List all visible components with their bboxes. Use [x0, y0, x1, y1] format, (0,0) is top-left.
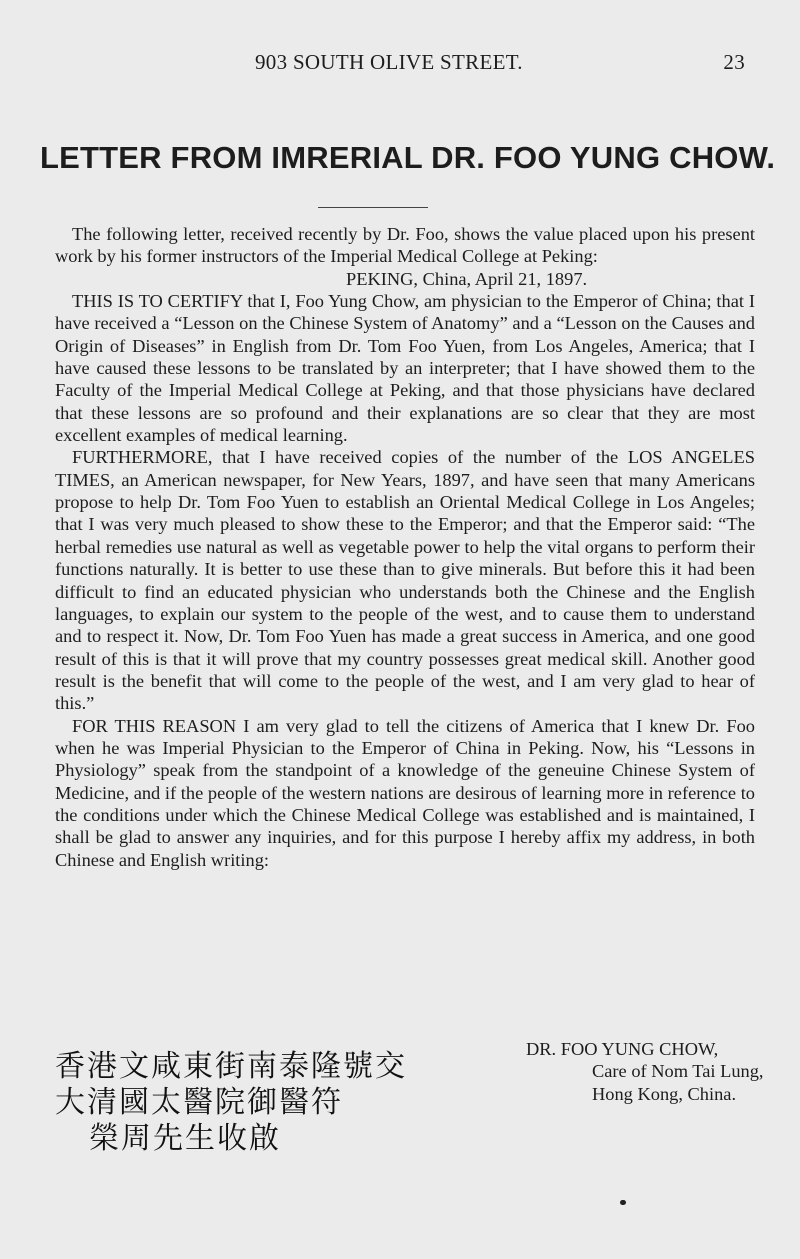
signature-block [55, 1038, 764, 1168]
letter-body [55, 223, 755, 871]
signature-name: DR. FOO YUNG CHOW, [526, 1039, 719, 1059]
page-number: 23 [723, 50, 745, 74]
chinese-address-line-3: 榮周先生收啟 [89, 1121, 281, 1156]
dateline: PEKING, China, April 21, 1897. [346, 268, 588, 289]
article-heading: LETTER FROM IMRERIAL DR. FOO YUNG CHOW. [40, 140, 776, 175]
english-address [526, 1038, 764, 1105]
certify-paragraph: THIS IS TO CERTIFY that I, Foo Yung Chow, am physician to the Emperor of China; that I have received a “Lesson on the Chinese System of Anatomy” and a “Lesson on the Causes and Origin of Diseases” in English from Dr. Tom Foo Yuen, from Los Angeles, America; that I have caused these lessons to be translated by an interpreter; that I have showed them to the Faculty of the Imperial Medical College at Peking, and that those physicians have declared that these lessons are so profound and their explanations are so clear that they are most excellent examples of medical learning. [55, 291, 755, 446]
intro-paragraph: The following letter, received recently by Dr. Foo, shows the value placed upon his present work by his former instructors of the Imperial Medical College at Peking: [55, 224, 755, 267]
care-of-line: Care of Nom Tai Lung, [592, 1061, 764, 1082]
running-head [40, 50, 760, 76]
chinese-address-line-2: 大清國太醫院御醫符 [55, 1085, 343, 1120]
city-line: Hong Kong, China. [592, 1083, 737, 1104]
reason-paragraph: FOR THIS REASON I am very glad to tell the citizens of America that I knew Dr. Foo when he was Imperial Physician to the Emperor of China in Peking. Now, his “Lessons in Physiology” speak from the standpoint of a knowledge of the geneuine Chinese System of Medicine, and if the people of the western nations are desirous of learning more in reference to the conditions under which the Chinese Medical College was established and is maintained, I shall be glad to answer any inquiries, and for this purpose I hereby affix my address, in both Chinese and English writing: [55, 715, 755, 870]
furthermore-paragraph: FURTHERMORE, that I have received copies of the number of the LOS ANGELES TIMES, an American newspaper, for New Years, 1897, and have seen that many Americans propose to help Dr. Tom Foo Yuen to establish an Oriental Medical College in Los Angeles; that I was very much pleased to show these to the Emperor; and that the Emperor said: “The herbal remedies use natural as well as vegetable power to help the vital organs to perform their functions naturally. It is better to use these than to give minerals. But before this it had been difficult to find an educated physician who understands both the Chinese and the English languages, to explain our system to the people of the west, and to cause them to understand and to respect it. Now, Dr. Tom Foo Yuen has made a great success in America, and one good result of this is that it will prove that my country possesses great medical skill. Another good result is the benefit that will come to the people of the west, and I am very glad to hear of this.” [55, 447, 755, 714]
ink-speck [620, 1200, 626, 1205]
heading-rule [318, 207, 428, 208]
running-head-title: 903 SOUTH OLIVE STREET. [255, 50, 523, 74]
chinese-address-line-1: 香港文咸東街南泰隆號交 [55, 1049, 407, 1084]
